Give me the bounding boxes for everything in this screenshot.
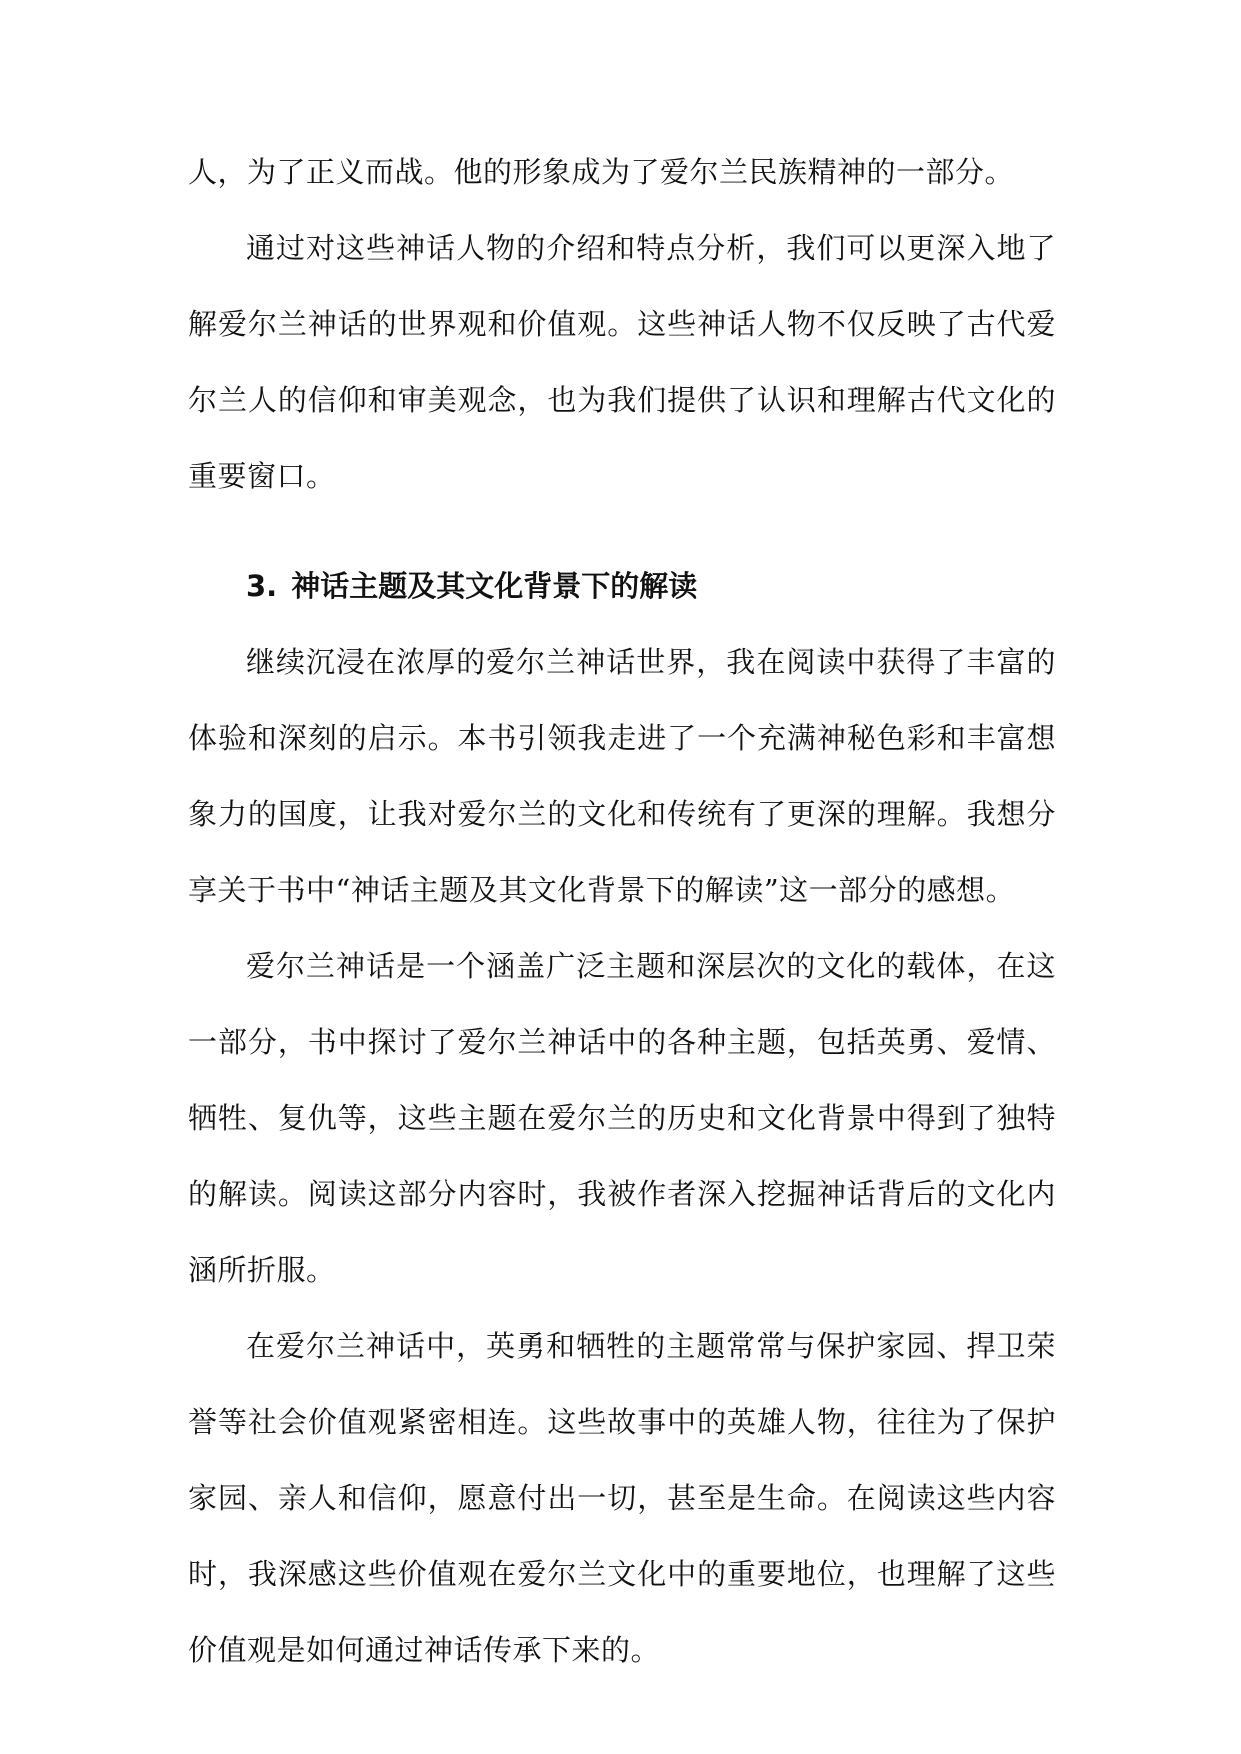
document-page bbox=[188, 134, 1056, 1688]
section-title: 神话主题及其文化背景下的解读 bbox=[291, 569, 698, 603]
paragraph: 通过对这些神话人物的介绍和特点分析，我们可以更深入地了解爱尔兰神话的世界观和价值观。这些神话人物不仅反映了古代爱尔兰人的信仰和审美观念，也为我们提供了认识和理解古代文化的重要窗口。 bbox=[188, 231, 1056, 493]
paragraph: 爱尔兰神话是一个涵盖广泛主题和深层次的文化的载体，在这一部分，书中探讨了爱尔兰神话中的各种主题，包括英勇、爱情、牺牲、复仇等，这些主题在爱尔兰的历史和文化背景中得到了独特的解读。阅读这部分内容时，我被作者深入挖掘神话背后的文化内涵所折服。 bbox=[188, 949, 1056, 1287]
section-number: 3. bbox=[246, 569, 278, 603]
paragraph: 人，为了正义而战。他的形象成为了爱尔兰民族精神的一部分。 bbox=[188, 155, 1015, 189]
paragraph: 继续沉浸在浓厚的爱尔兰神话世界，我在阅读中获得了丰富的体验和深刻的启示。本书引领我走进了一个充满神秘色彩和丰富想象力的国度，让我对爱尔兰的文化和传统有了更深的理解。我想分享关于书中“神话主题及其文化背景下的解读”这一部分的感想。 bbox=[188, 645, 1056, 907]
section-heading bbox=[188, 548, 1056, 624]
paragraph: 在爱尔兰神话中，英勇和牺牲的主题常常与保护家园、捍卫荣誉等社会价值观紧密相连。这些故事中的英雄人物，往往为了保护家园、亲人和信仰，愿意付出一切，甚至是生命。在阅读这些内容时，我深感这些价值观在爱尔兰文化中的重要地位，也理解了这些价值观是如何通过神话传承下来的。 bbox=[188, 1329, 1056, 1667]
